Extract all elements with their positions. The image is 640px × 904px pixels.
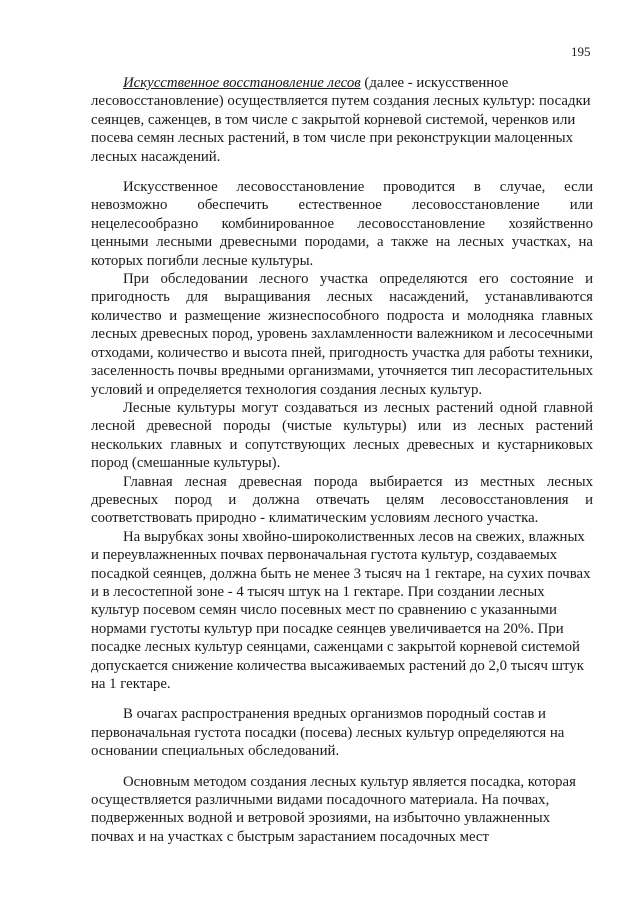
paragraph-artificial-restoration: [91, 74, 593, 166]
document-body: [91, 74, 593, 846]
paragraph-main-species: Главная лесная древесная порода выбирается из местных лесных древесных пород и должна отвечать целям лесовосстановления и соответствовать природно - климатическим условиям лесного участка.: [91, 473, 593, 527]
paragraph-main-method: Основным методом создания лесных культур является посадка, которая осуществляется различными видами посадочного материала. На почвах, подверженных водной и ветровой эрозиями, на избыточно увлажненных почвах и на участках с быстрым зарастанием посадочных мест: [91, 773, 576, 845]
page-number: 195: [571, 44, 591, 59]
paragraph-when-conducted: Искусственное лесовосстановление проводится в случае, если невозможно обеспечить естественное лесовосстановление или нецелесообразно комбинированное лесовосстановление хозяйственно ценными лесными древесными породами, а также на лесных участках, на которых погибли лесные культуры.: [91, 179, 593, 269]
paragraph-site-survey: При обследовании лесного участка определяются его состояние и пригодность для выращивания лесных насаждений, устанавливаются количество и размещение жизнеспособного подроста и молодняка главных лесных древесных пород, уровень захламленности валежником и лесосечными отходами, количество и высота пней, пригодность участка для работы техники, заселенность почвы вредными организмами, уточняется тип лесорастительных условий и определяется технология создания лесных культур.: [91, 271, 593, 398]
defined-term: Искусственное восстановление лесов: [123, 75, 361, 91]
paragraph-pure-mixed-cultures: Лесные культуры могут создаваться из лесных растений одной главной лесной древесной породы (чистые культуры) или из лесных растений нескольких главных и сопутствующих лесных древесных и кустарниковых пород (смешанные культуры).: [91, 399, 593, 472]
paragraph-planting-density: На вырубках зоны хвойно-широколиственных лесов на свежих, влажных и переувлажненных почвах первоначальная густота культур, создаваемых посадкой сеянцев, должна быть не менее 3 тысяч на 1 гектаре, на сухих почвах и в лесостепной зоне - 4 тысяч штук на 1 гектаре. При создании лесных культур посевом семян число посевных мест по сравнению с указанными нормами густоты культур при посадке сеянцев увеличивается на 20%. При посадке лесных культур сеянцами, саженцами с закрытой корневой системой допускается снижение количества высаживаемых растений до 2,0 тысяч штук на 1 гектаре.: [91, 528, 591, 692]
paragraph-text: (далее - искусственное лесовосстановление) осуществляется путем создания лесных культур: посадки сеянцев, саженцев, в том числе с закрытой корневой системой, черенков или посева семян лесных растений, в том числе при реконструкции малоценных лесных насаждений.: [91, 75, 591, 165]
paragraph-pest-foci: В очагах распространения вредных организмов породный состав и первоначальная густота посадки (посева) лесных культур определяются на основании специальных обследований.: [91, 706, 565, 760]
